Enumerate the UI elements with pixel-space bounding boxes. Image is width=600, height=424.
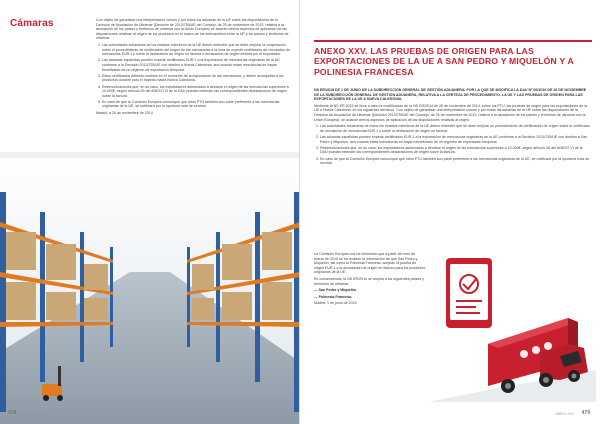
- right-item: 1. Las autoridades aduaneras de todos los estados miembros de la UE deben entender que se debe mejorar su procedimiento de certificación de origen sobre el certificado de circulación de mercancías EUR.1 y sobre la declaración de origen en factura.: [320, 124, 590, 133]
- left-item: 5. En caso de que la Comisión Europea comunique que otros PTU también son parte preferente a las mercancías originarias de la UE, se notificará por la oportuna nota de servicio.: [102, 100, 292, 109]
- chapter-title: ANEXO XXV. LAS PRUEBAS DE ORIGEN PARA LAS EXPORTACIONES DE LA UE A SAN PEDRO Y MIQUELÓN Y A POLINESIA FRANCESA: [314, 46, 574, 77]
- left-body-text: [96, 18, 292, 118]
- place-item: — San Pedro y Miquelón.: [314, 288, 358, 293]
- place-item: — Polinesia Francesa.: [314, 294, 353, 299]
- title-rule: [314, 40, 592, 42]
- left-signature: Madrid, a 26 de noviembre de 2014: [96, 111, 153, 116]
- lower-body: En consecuencia, la NS ER/2014 se amplía a los siguientes países y territorios de ultramar:: [314, 276, 424, 286]
- truck-drawing: [428, 252, 596, 402]
- left-item: 1. Las autoridades aduaneras de los estados miembros de la UE deben entender que se debe mejorar la cooperación sobre el procedimiento de certificación del origen de las mercancías a la hora de expedir certificados de circulación de mercancías EUR.1 y sobre la declaración de origen en factura o declaración de origen emitida por el exportador.: [102, 43, 292, 57]
- right-body-text: [314, 88, 590, 168]
- warehouse-image: [0, 152, 300, 424]
- right-item: 2. Las aduanas españolas pueden expedir certificados EUR.1 a la exportación de mercancías originarias de la UE conforme a la Decisión 2013/755/UE con destino a San Pedro y Miquelón, aun cuando estas mercancías se hayan beneficiado de un régimen de exportación temporal.: [320, 135, 590, 144]
- footer-tag-left: ANEXO 3.XXV: [22, 412, 44, 416]
- right-page: [300, 0, 600, 424]
- left-intro: Con objeto de garantizar una interpretación común y por todos los aduanas de la UE sobre las disposiciones de la Decisión de Asociación de Ultramar (Decisión de 2013/755/UE del Consejo, de 25 de noviembre de 2013, relativa a la asociación de los países y territorios de ultramar con la Unión Europea) se aclaran ciertos aspectos de aplicación de las disposiciones relativas al origen de los productos en el marco de los intercambios entre la UE y los países y territorios de ultramar.: [96, 18, 289, 41]
- phone-document-icon: [446, 258, 492, 328]
- right-item: 3. Reinmunizaciones que, en su caso, los exportadores autorizados a declarar el origen de las mercancías superiores a 10.000€, según artículo 26 del ANEXO VI de la DAU puedan extender las correspondientes declaraciones de origen sobre la factura.: [320, 146, 590, 155]
- left-item: 2. Las aduanas españolas pueden expedir certificados EUR.1 a la exportación de mercancías originarias de la UE conforme a la Decisión 2013/755/UE con destino a Nueva Caledonia, aun cuando estas mercancías se hayan beneficiado de un régimen de exportación temporal.: [102, 58, 292, 72]
- right-intro: Mediante la NS ER 2015 se lleva a cabo la modificación de la NS ER/2014 de 26 de noviembre de 2014, sobre los PTU, las pruebas de origen para las exportaciones de la UE a Nueva Caledonia, en los siguientes términos. Con objeto de garantizar una interpretación común y por todas las aduanas de la UE sobre las disposiciones de la Decisión de Asociación de Ultramar (Decisión 2013/755/UE del Consejo, de 25 de noviembre de 2013, relativa a la asociación de los países y territorios de ultramar con la Unión Europea), se aclaran ciertos aspectos de aplicación de las disposiciones relativas al origen.: [314, 103, 588, 122]
- right-signature: Madrid, 1 de junio de 2015: [314, 301, 357, 306]
- camaras-logo: [10, 18, 54, 29]
- lead-paragraph: NS ER/2015 DE 1 DE JUNIO DE LA SUBDIRECCIÓN GENERAL DE GESTIÓN ADUANERA, POR LA QUE SE MODIFICA LA DAU Nº 06/2016 DE 26 DE NOVIEMBRE DE LA SUBDIRECCIÓN GENERAL DE GESTIÓN ADUANERA, RELATIVA A LA CERTEZA DE PROCEDIMIENTO, LA UE Y LAS PRUEBAS DE ORIGEN PARA LAS EXPORTACIONES DE LA UE A NUEVA CALEDONIA.: [314, 88, 587, 102]
- logo-text: Cámaras: [10, 18, 54, 29]
- lower-intro: La Comisión Europea nos ha informado que a partir del mes de marzo de 2015 se ha recibido la información de que San Pedro y Miquelón, así como la Polinesia Francesa, aceptan la prueba de origen EUR.1 y la declaración de origen en factura para los productos originarios de la UE.: [314, 252, 426, 275]
- truck-illustration: [428, 252, 596, 402]
- page-number-left: 478: [8, 410, 17, 416]
- left-item: 3. Estos certificados deberán emitirse en el momento de la exportación de las mercancías, y deben acompañar a los productos durante todo el trayecto hasta Nueva Caledonia.: [102, 74, 292, 83]
- footer-tag-right: ANEXO XXV: [555, 412, 574, 416]
- left-item: 4. Reinmunizaciones que, en su caso, los exportadores autorizados a declarar el origen de las mercancías superiores a 10.000€, según artículo 26 del ANEXO VI de la DAU puedan extender las correspondientes declaraciones de origen sobre la factura.: [102, 85, 292, 99]
- page-number-right: 479: [581, 410, 590, 416]
- right-item-list: [320, 124, 590, 166]
- warehouse-photo: [0, 152, 300, 424]
- left-item-list: [102, 43, 292, 109]
- right-lower-text: [314, 252, 426, 308]
- right-item: 4. En caso de que la Comisión Europea comunique que otros PTU también son parte preferente a las mercancías originarias de la UE, se notificará por la oportuna nota de servicio.: [320, 157, 590, 166]
